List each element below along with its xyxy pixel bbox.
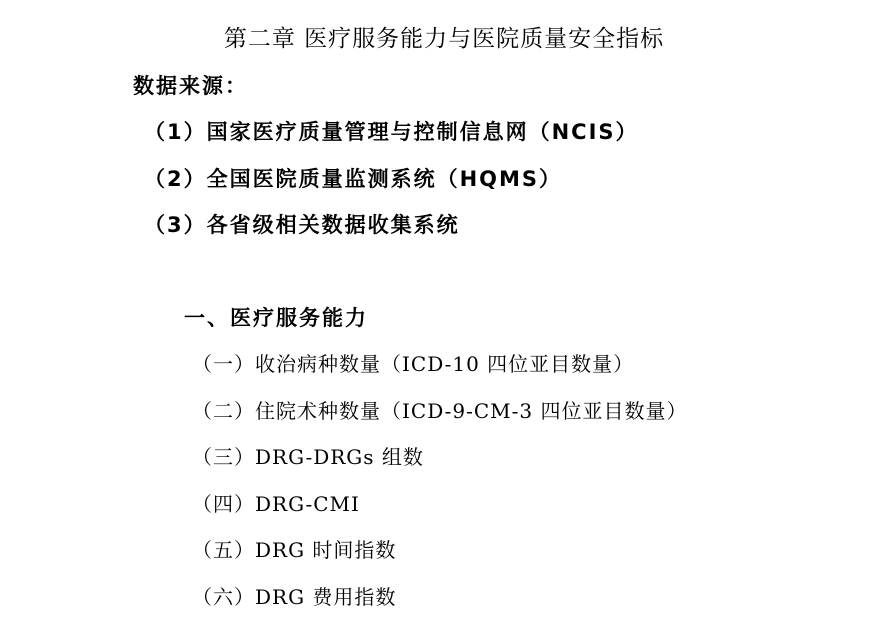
data-source-item: （1）国家医疗质量管理与控制信息网（NCIS） — [144, 120, 639, 144]
data-source-label: 数据来源： — [133, 74, 248, 98]
chapter-title: 第二章 医疗服务能力与医院质量安全指标 — [223, 26, 665, 52]
indicator-item: （五）DRG 时间指数 — [192, 538, 397, 562]
indicator-item: （六）DRG 费用指数 — [192, 585, 397, 609]
indicator-item: （二）住院术种数量（ICD-9-CM-3 四位亚目数量） — [192, 399, 688, 423]
data-source-item: （2）全国医院质量监测系统（HQMS） — [144, 167, 563, 191]
indicator-item: （一）收治病种数量（ICD-10 四位亚目数量） — [192, 352, 635, 376]
indicator-item: （三）DRG-DRGs 组数 — [192, 445, 424, 469]
indicator-item: （四）DRG-CMI — [192, 492, 360, 516]
section-heading: 一、医疗服务能力 — [184, 306, 368, 330]
data-source-item: （3）各省级相关数据收集系统 — [144, 213, 460, 237]
